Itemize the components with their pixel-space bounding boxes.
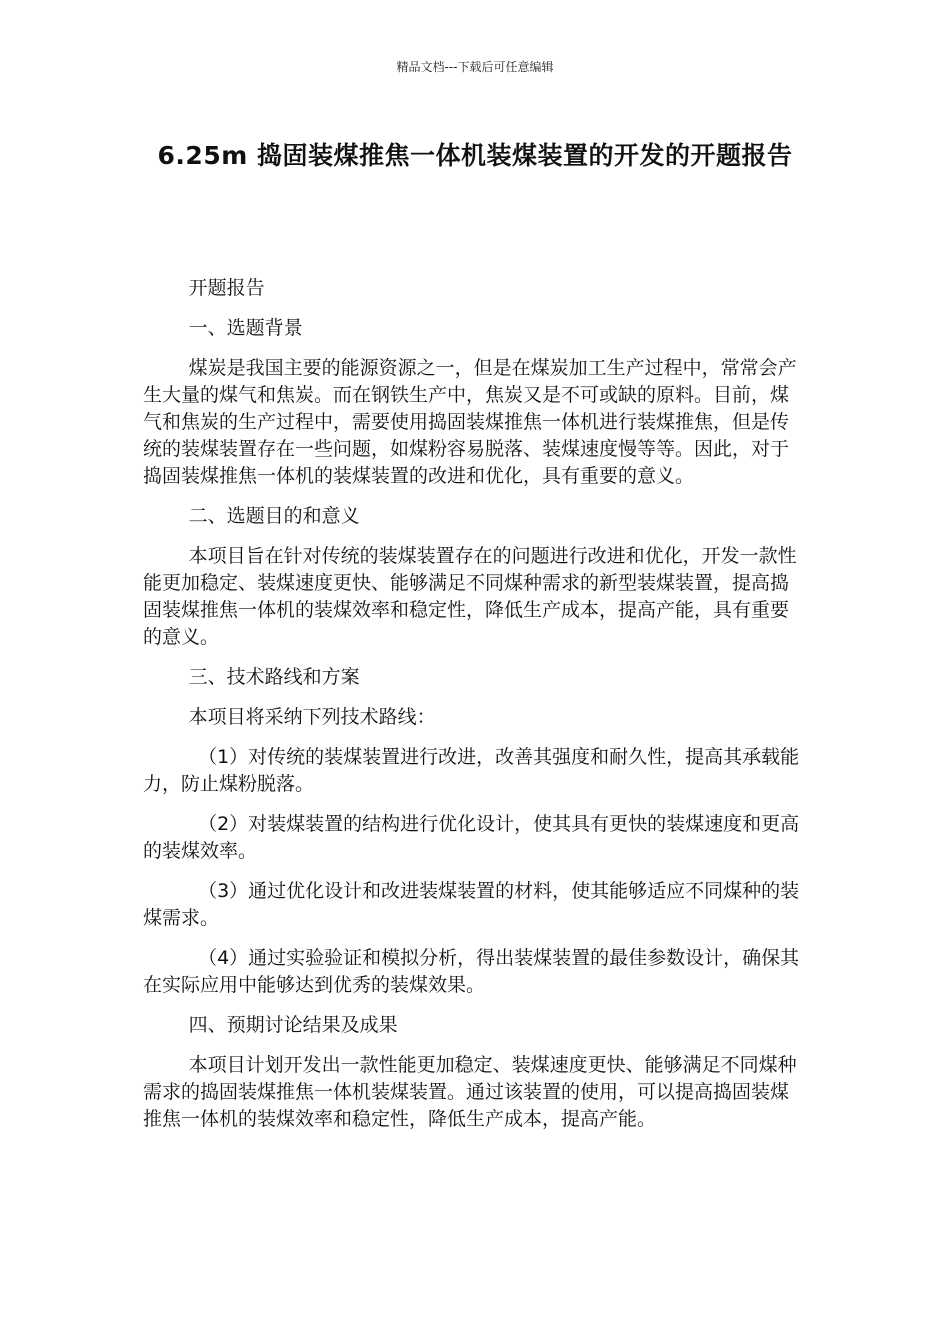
section-heading-purpose: 二、选题目的和意义 xyxy=(188,505,360,527)
route-item-1: （1）对传统的装煤装置进行改进，改善其强度和耐久性，提高其承载能力，防止煤粉脱落。 xyxy=(143,746,800,795)
paragraph-background: 煤炭是我国主要的能源资源之一，但是在煤炭加工生产过程中，常常会产生大量的煤气和焦炭。而在钢铁生产中，焦炭又是不可或缺的原料。目前，煤气和焦炭的生产过程中，需要使用捣固装煤推焦一体机进行装煤推焦，但是传统的装煤装置存在一些问题，如煤粉容易脱落、装煤速度慢等等。因此，对于捣固装煤推焦一体机的装煤装置的改进和优化，具有重要的意义。 xyxy=(143,357,797,487)
paragraph-expected-results: 本项目计划开发出一款性能更加稳定、装煤速度更快、能够满足不同煤种需求的捣固装煤推焦一体机装煤装置。通过该装置的使用，可以提高捣固装煤推焦一体机的装煤效率和稳定性，降低生产成本，提高产能。 xyxy=(143,1054,797,1130)
section-heading-background: 一、选题背景 xyxy=(188,317,303,339)
page-header: 精品文档---下载后可任意编辑 xyxy=(396,60,554,74)
section-heading-expected-results: 四、预期讨论结果及成果 xyxy=(188,1014,398,1036)
paragraph-purpose: 本项目旨在针对传统的装煤装置存在的问题进行改进和优化，开发一款性能更加稳定、装煤速度更快、能够满足不同煤种需求的新型装煤装置，提高捣固装煤推焦一体机的装煤效率和稳定性，降低生产成本，提高产能，具有重要的意义。 xyxy=(143,545,797,648)
route-item-4: （4）通过实验验证和模拟分析，得出装煤装置的最佳参数设计，确保其在实际应用中能够达到优秀的装煤效果。 xyxy=(143,947,800,996)
technical-route-intro: 本项目将采纳下列技术路线： xyxy=(188,706,436,728)
section-heading-technical-route: 三、技术路线和方案 xyxy=(188,666,360,688)
route-item-3: （3）通过优化设计和改进装煤装置的材料，使其能够适应不同煤种的装煤需求。 xyxy=(143,880,800,929)
section-label: 开题报告 xyxy=(188,277,265,299)
document-body xyxy=(143,270,805,1146)
document-title: 6.25m 捣固装煤推焦一体机装煤装置的开发的开题报告 xyxy=(157,141,793,170)
route-item-2: （2）对装煤装置的结构进行优化设计，使其具有更快的装煤速度和更高的装煤效率。 xyxy=(143,813,800,862)
